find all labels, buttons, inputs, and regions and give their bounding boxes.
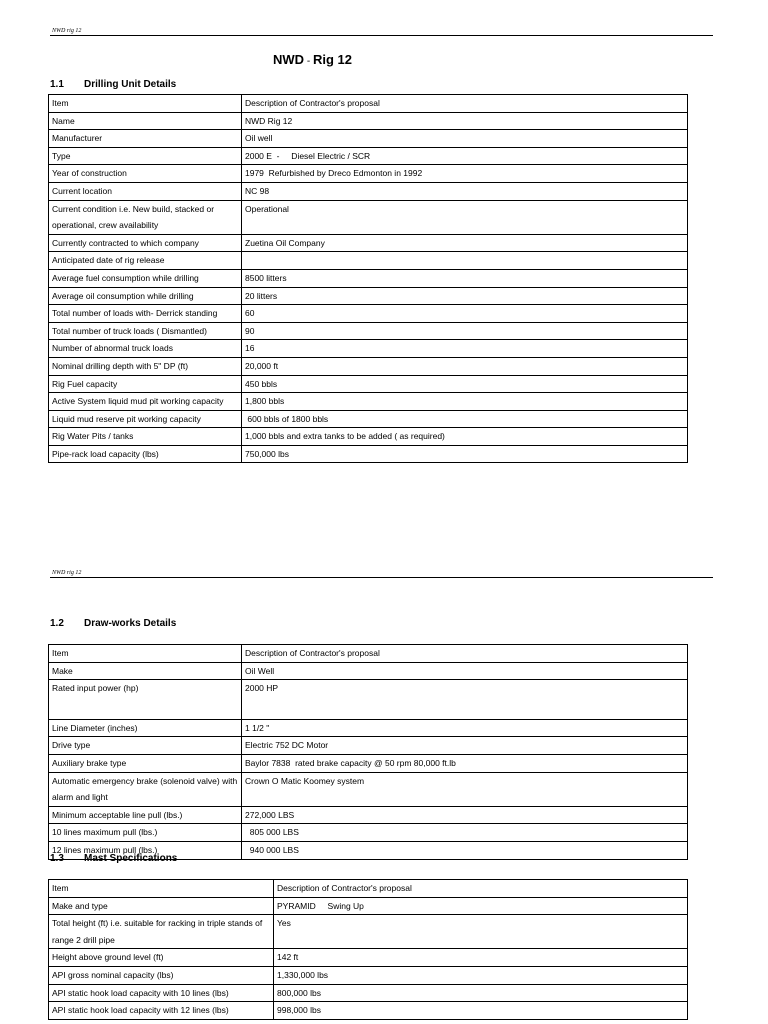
table-row bbox=[49, 182, 688, 200]
row-item-cell: Rated input power (hp) bbox=[49, 680, 242, 720]
table-body bbox=[49, 95, 688, 463]
running-header-2 bbox=[50, 567, 713, 578]
table-row bbox=[49, 445, 688, 463]
row-item-cell: Pipe-rack load capacity (lbs) bbox=[49, 445, 242, 463]
row-description-cell: 16 bbox=[242, 340, 688, 358]
title-rig: Rig 12 bbox=[312, 52, 352, 67]
row-description-cell: 1,330,000 lbs bbox=[274, 966, 688, 984]
row-item-cell: Height above ground level (ft) bbox=[49, 949, 274, 967]
table-row bbox=[49, 130, 688, 148]
row-item-cell: Make bbox=[49, 662, 242, 680]
row-description-cell: 805 000 LBS bbox=[242, 824, 688, 842]
row-description-cell: 142 ft bbox=[274, 949, 688, 967]
row-description-cell: 1 1/2 " bbox=[242, 719, 688, 737]
column-header-item: Item bbox=[49, 880, 274, 898]
section-heading-1-2 bbox=[50, 618, 176, 629]
row-item-cell: Current condition i.e. New build, stacked or operational, crew availability bbox=[49, 200, 242, 234]
row-item-cell: Currently contracted to which company bbox=[49, 234, 242, 252]
table-header-row bbox=[49, 645, 688, 663]
column-header-description: Description of Contractor's proposal bbox=[274, 880, 688, 898]
table-row bbox=[49, 754, 688, 772]
row-description-cell: 2000 HP bbox=[242, 680, 688, 720]
running-header-text-2: NWD rig 12 bbox=[52, 570, 82, 576]
section-heading-1-1 bbox=[50, 79, 176, 90]
table-row bbox=[49, 410, 688, 428]
row-description-cell: Zuetina Oil Company bbox=[242, 234, 688, 252]
section-title: Mast Specifications bbox=[84, 853, 178, 864]
row-item-cell: Current location bbox=[49, 182, 242, 200]
row-item-cell: Anticipated date of rig release bbox=[49, 252, 242, 270]
row-item-cell: Total height (ft) i.e. suitable for racking in triple stands of range 2 drill pipe bbox=[49, 915, 274, 949]
row-description-cell: 20 litters bbox=[242, 287, 688, 305]
table-row bbox=[49, 428, 688, 446]
row-item-cell: 10 lines maximum pull (lbs.) bbox=[49, 824, 242, 842]
mast-specifications-table bbox=[48, 879, 688, 1020]
row-description-cell: Crown O Matic Koomey system bbox=[242, 772, 688, 806]
row-item-cell: Name bbox=[49, 112, 242, 130]
page-title bbox=[273, 52, 352, 67]
row-description-cell: 2000 E - Diesel Electric / SCR bbox=[242, 147, 688, 165]
row-item-cell: Rig Fuel capacity bbox=[49, 375, 242, 393]
row-description-cell: 60 bbox=[242, 305, 688, 323]
row-description-cell: 940 000 LBS bbox=[242, 841, 688, 859]
table-row bbox=[49, 269, 688, 287]
row-description-cell: 1,800 bbls bbox=[242, 393, 688, 411]
row-item-cell: Automatic emergency brake (solenoid valve) with alarm and light bbox=[49, 772, 242, 806]
row-item-cell: Type bbox=[49, 147, 242, 165]
table-row bbox=[49, 897, 688, 915]
table-row bbox=[49, 680, 688, 720]
row-description-cell: 8500 litters bbox=[242, 269, 688, 287]
row-item-cell: API gross nominal capacity (lbs) bbox=[49, 966, 274, 984]
table-row bbox=[49, 806, 688, 824]
draw-works-table bbox=[48, 644, 688, 860]
drilling-unit-table bbox=[48, 94, 688, 463]
table-row bbox=[49, 966, 688, 984]
row-description-cell: 600 bbls of 1800 bbls bbox=[242, 410, 688, 428]
section-title: Drilling Unit Details bbox=[84, 79, 177, 90]
table-body bbox=[49, 880, 688, 1020]
table-row bbox=[49, 375, 688, 393]
section-number: 1.1 bbox=[50, 79, 64, 90]
table-row bbox=[49, 949, 688, 967]
row-description-cell: Electric 752 DC Motor bbox=[242, 737, 688, 755]
section-title: Draw-works Details bbox=[84, 618, 177, 629]
row-item-cell: Average fuel consumption while drilling bbox=[49, 269, 242, 287]
running-header-text: NWD rig 12 bbox=[52, 28, 82, 34]
row-item-cell: Nominal drilling depth with 5" DP (ft) bbox=[49, 357, 242, 375]
running-header bbox=[50, 26, 713, 36]
table-row bbox=[49, 1002, 688, 1020]
table-header-row bbox=[49, 95, 688, 113]
table-row bbox=[49, 234, 688, 252]
table-header-row bbox=[49, 880, 688, 898]
table-row bbox=[49, 719, 688, 737]
table-body bbox=[49, 645, 688, 860]
row-item-cell: Total number of truck loads ( Dismantled) bbox=[49, 322, 242, 340]
row-description-cell: 800,000 lbs bbox=[274, 984, 688, 1002]
row-item-cell: Number of abnormal truck loads bbox=[49, 340, 242, 358]
table-row bbox=[49, 393, 688, 411]
row-description-cell: Oil Well bbox=[242, 662, 688, 680]
section-number: 1.3 bbox=[50, 853, 64, 864]
table-row bbox=[49, 915, 688, 949]
row-item-cell: Year of construction bbox=[49, 165, 242, 183]
row-description-cell: 750,000 lbs bbox=[242, 445, 688, 463]
row-item-cell: API static hook load capacity with 12 lines (lbs) bbox=[49, 1002, 274, 1020]
title-dash: - bbox=[304, 56, 313, 67]
row-item-cell: Average oil consumption while drilling bbox=[49, 287, 242, 305]
row-description-cell: 20,000 ft bbox=[242, 357, 688, 375]
table-row bbox=[49, 824, 688, 842]
row-description-cell: 998,000 lbs bbox=[274, 1002, 688, 1020]
table-row bbox=[49, 305, 688, 323]
section-number: 1.2 bbox=[50, 618, 64, 629]
row-item-cell: Make and type bbox=[49, 897, 274, 915]
row-description-cell: Yes bbox=[274, 915, 688, 949]
row-description-cell: 450 bbls bbox=[242, 375, 688, 393]
column-header-description: Description of Contractor's proposal bbox=[242, 95, 688, 113]
column-header-item: Item bbox=[49, 95, 242, 113]
column-header-description: Description of Contractor's proposal bbox=[242, 645, 688, 663]
column-header-item: Item bbox=[49, 645, 242, 663]
row-item-cell: Line Diameter (inches) bbox=[49, 719, 242, 737]
row-description-cell: 90 bbox=[242, 322, 688, 340]
row-description-cell: NWD Rig 12 bbox=[242, 112, 688, 130]
row-item-cell: Drive type bbox=[49, 737, 242, 755]
table-row bbox=[49, 357, 688, 375]
table-row bbox=[49, 322, 688, 340]
row-item-cell: Liquid mud reserve pit working capacity bbox=[49, 410, 242, 428]
table-row bbox=[49, 252, 688, 270]
table-row bbox=[49, 200, 688, 234]
table-row bbox=[49, 112, 688, 130]
row-description-cell bbox=[242, 252, 688, 270]
table-row bbox=[49, 165, 688, 183]
row-description-cell: Operational bbox=[242, 200, 688, 234]
row-description-cell: 1979 Refurbished by Dreco Edmonton in 1992 bbox=[242, 165, 688, 183]
title-prefix: NWD bbox=[273, 52, 305, 67]
row-item-cell: 12 lines maximum pull (lbs.) bbox=[49, 841, 242, 859]
row-item-cell: Total number of loads with- Derrick standing bbox=[49, 305, 242, 323]
table-row bbox=[49, 340, 688, 358]
row-item-cell: Manufacturer bbox=[49, 130, 242, 148]
row-item-cell: Active System liquid mud pit working capacity bbox=[49, 393, 242, 411]
row-description-cell: 272,000 LBS bbox=[242, 806, 688, 824]
table-row bbox=[49, 737, 688, 755]
table-row bbox=[49, 984, 688, 1002]
table-row bbox=[49, 772, 688, 806]
table-row bbox=[49, 287, 688, 305]
table-row bbox=[49, 662, 688, 680]
row-description-cell: PYRAMID Swing Up bbox=[274, 897, 688, 915]
row-description-cell: Oil well bbox=[242, 130, 688, 148]
table-row bbox=[49, 147, 688, 165]
row-item-cell: API static hook load capacity with 10 lines (lbs) bbox=[49, 984, 274, 1002]
row-item-cell: Minimum acceptable line pull (lbs.) bbox=[49, 806, 242, 824]
row-description-cell: NC 98 bbox=[242, 182, 688, 200]
row-description-cell: Baylor 7838 rated brake capacity @ 50 rpm 80,000 ft.lb bbox=[242, 754, 688, 772]
row-item-cell: Auxiliary brake type bbox=[49, 754, 242, 772]
row-item-cell: Rig Water Pits / tanks bbox=[49, 428, 242, 446]
section-heading-1-3 bbox=[50, 853, 177, 864]
row-description-cell: 1,000 bbls and extra tanks to be added ( as required) bbox=[242, 428, 688, 446]
